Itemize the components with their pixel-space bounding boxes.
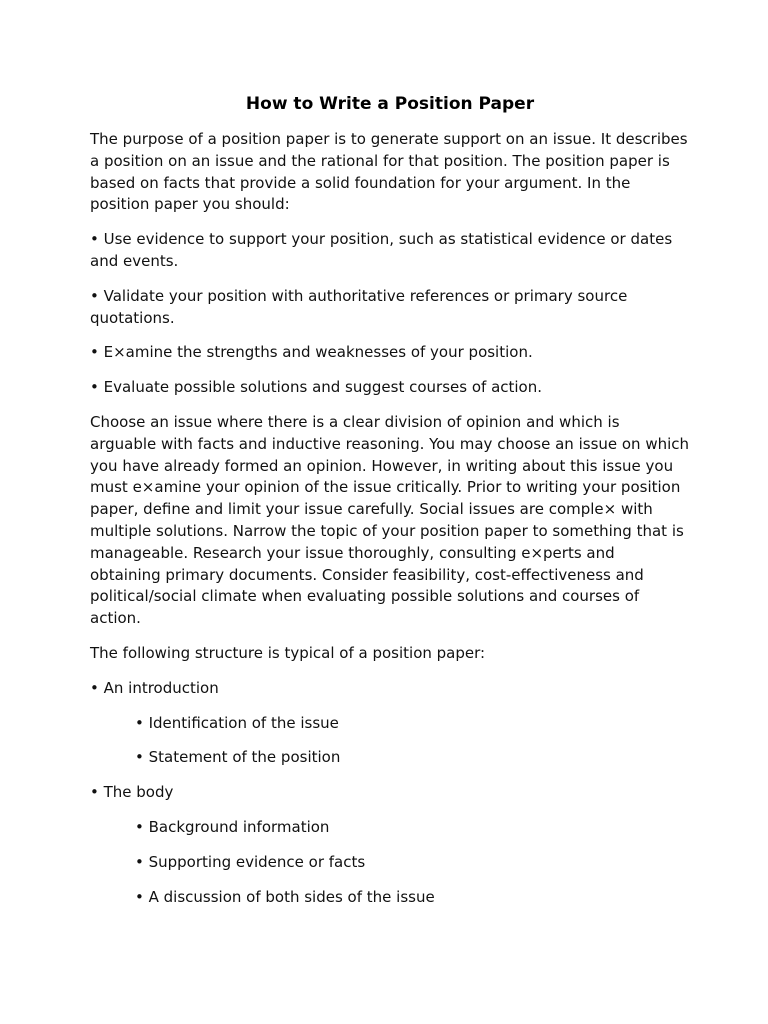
intro-paragraph: The purpose of a position paper is to generate support on an issue. It describes a position on an issue and the rational for that position. The position paper is based on facts that provide a solid foundation for your argument. In the position paper you should: [90, 130, 688, 214]
structure-intro: The following structure is typical of a position paper: [90, 643, 486, 662]
structure-introduction-label: • An introduction [90, 678, 219, 697]
list-item: • A discussion of both sides of the issue [135, 887, 435, 906]
list-item: • Background information [135, 817, 330, 836]
list-item: • Validate your position with authoritative references or primary source quotations. [90, 286, 628, 327]
list-item: • Supporting evidence or facts [135, 852, 366, 871]
choose-issue-paragraph: Choose an issue where there is a clear division of opinion and which is arguable with facts and inductive reasoning. You may choose an issue on which you have already formed an opinion. However, in writing about this issue you must e×amine your opinion of the issue critically. Prior to writing your position paper, define and limit your issue carefully. Social issues are comple× with multiple solutions. Narrow the topic of your position paper to something that is manageable. Research your issue thoroughly, consulting e×perts and obtaining primary documents. Consider feasibility, cost-effectiveness and political/social climate when evaluating possible solutions and courses of action. [90, 412, 690, 628]
page-title: How to Write a Position Paper [245, 94, 535, 114]
structure-body-label: • The body [90, 783, 174, 802]
list-item: • Statement of the position [135, 748, 341, 767]
list-item: • E×amine the strengths and weaknesses of your position. [90, 343, 533, 362]
document-page [90, 92, 690, 921]
list-item: • Evaluate possible solutions and suggest courses of action. [90, 378, 543, 397]
list-item: • Identification of the issue [135, 713, 339, 732]
list-item: • Use evidence to support your position, such as statistical evidence or dates and events. [90, 230, 673, 270]
